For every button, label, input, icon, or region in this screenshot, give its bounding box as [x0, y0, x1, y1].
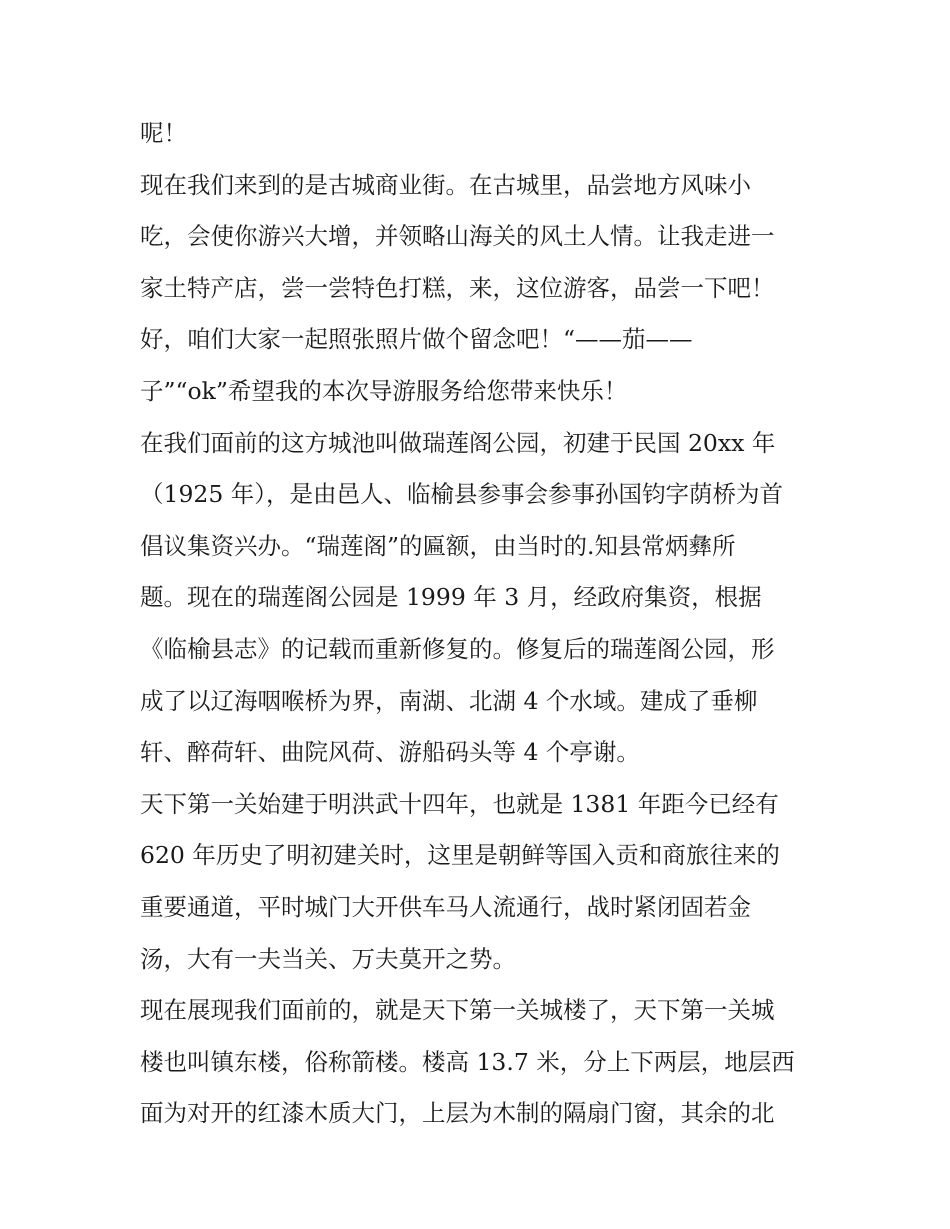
text-line: 成了以辽海咽喉桥为界，南湖、北湖 4 个水域。建成了垂柳 [140, 686, 758, 715]
text-line: 汤，大有一夫当关、万夫莫开之势。 [140, 944, 516, 973]
body-text [140, 108, 820, 1140]
text-line: 现在我们来到的是古城商业街。在古城里，品尝地方风味小 [140, 170, 751, 199]
text-line: 《临榆县志》的记载而重新修复的。修复后的瑞莲阁公园，形 [140, 634, 775, 663]
text-line: 天下第一关始建于明洪武十四年，也就是 1381 年距今已经有 [140, 789, 779, 818]
text-line: （1925 年），是由邑人、临榆县参事会参事孙国钧字荫桥为首 [140, 480, 784, 509]
text-line: 重要通道，平时城门大开供车马人流通行，战时紧闭固若金 [140, 892, 751, 921]
text-line: 题。现在的瑞莲阁公园是 1999 年 3 月，经政府集资，根据 [140, 583, 762, 612]
text-line: 好，咱们大家一起照张照片做个留念吧！“——茄—— [140, 325, 693, 354]
text-line: 子”“ok”希望我的本次导游服务给您带来快乐！ [140, 376, 628, 405]
text-line: 楼也叫镇东楼，俗称箭楼。楼高 13.7 米，分上下两层，地层西 [140, 1047, 795, 1076]
text-line: 呢！ [140, 119, 187, 147]
text-line: 吃，会使你游兴大增，并领略山海关的风土人情。让我走进一 [140, 222, 775, 251]
text-line: 面为对开的红漆木质大门，上层为木制的隔扇门窗，其余的北 [140, 1099, 775, 1128]
text-line: 620 年历史了明初建关时，这里是朝鲜等国入贡和商旅往来的 [140, 841, 780, 870]
text-line: 家土特产店，尝一尝特色打糕，来，这位游客，品尝一下吧！ [140, 273, 775, 302]
text-line: 在我们面前的这方城池叫做瑞莲阁公园，初建于民国 20xx 年 [140, 428, 776, 457]
text-line: 倡议集资兴办。“瑞莲阁”的匾额，由当时的.知县常炳彝所 [140, 531, 736, 560]
text-line: 轩、醉荷轩、曲院风荷、游船码头等 4 个亭谢。 [140, 738, 640, 767]
text-line: 现在展现我们面前的，就是天下第一关城楼了，天下第一关城 [140, 996, 775, 1025]
